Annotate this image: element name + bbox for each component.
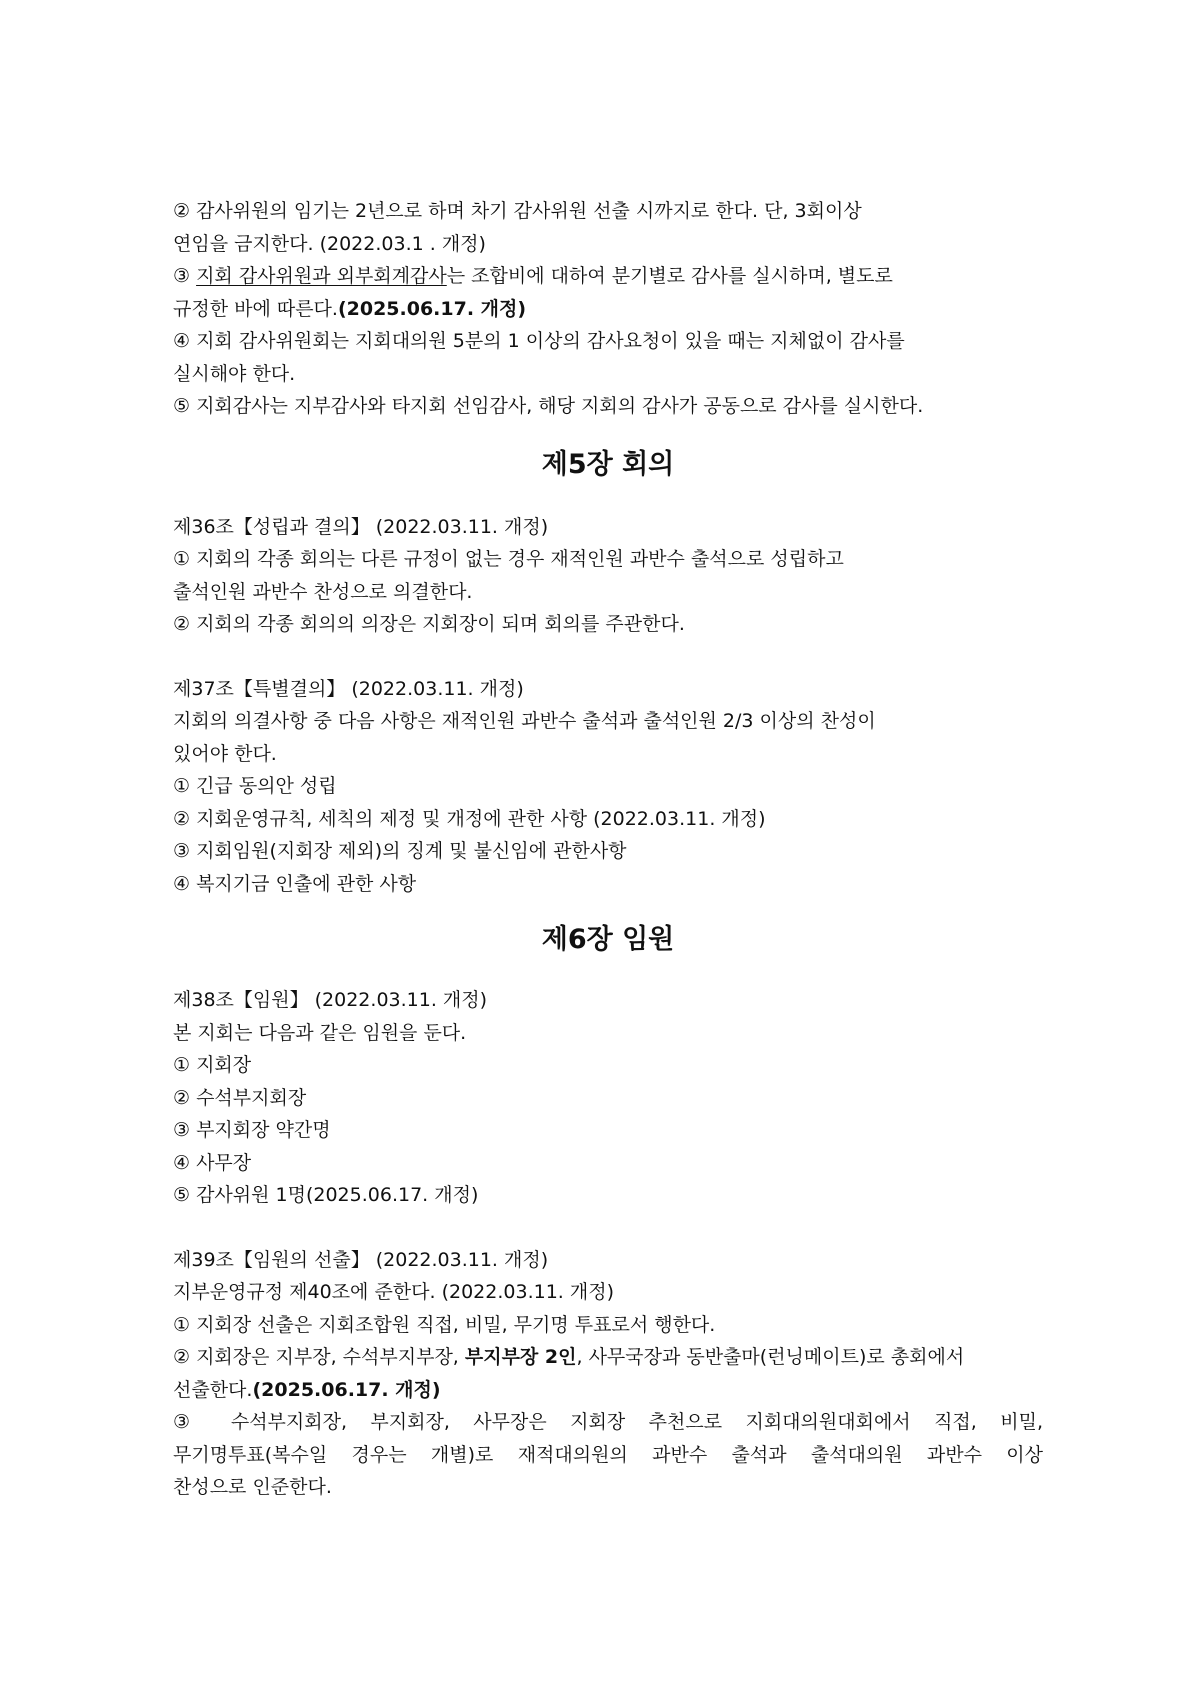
chapter-5-title: 제5장 회의	[541, 448, 675, 480]
article-39-line-6: 무기명투표(복수일 경우는 개별)로 재적대의원의 과반수 출석과 출석대의원 과반수 이상	[173, 1443, 1043, 1466]
article-37-item-3: ③ 지회임원(지회장 제외)의 징계 및 불신임에 관한사항	[173, 840, 627, 862]
intro-line-3-underlined: 지회 감사위원과 외부회계감사	[196, 265, 447, 287]
article-39-line-5: ③ 수석부지회장, 부지회장, 사무장은 지회장 추천으로 지회대의원대회에서 직접, 비밀,	[173, 1411, 1043, 1433]
article-36-line-3: ② 지회의 각종 회의의 의장은 지회장이 되며 회의를 주관한다.	[173, 613, 685, 635]
article-39-line-7: 찬성으로 인준한다.	[173, 1476, 332, 1498]
article-39-line-3-prefix: ② 지회장은 지부장, 수석부지부장,	[173, 1346, 465, 1368]
article-37-item-1: ① 긴급 동의안 성립	[173, 775, 337, 797]
chapter-6-title: 제6장 임원	[541, 924, 675, 955]
paragraph-gap	[173, 1212, 1043, 1244]
intro-line-3-suffix: 는 조합비에 대하여 분기별로 감사를 실시하며, 별도로	[446, 265, 893, 287]
intro-line-1: ② 감사위원의 임기는 2년으로 하며 차기 감사위원 선출 시까지로 한다. 단, 3회이상	[173, 200, 862, 222]
article-39-line-2: ① 지회장 선출은 지회조합원 직접, 비밀, 무기명 투표로서 행한다.	[173, 1313, 716, 1336]
article-38-item-1: ① 지회장	[173, 1054, 252, 1076]
article-37-line-1: 지회의 의결사항 중 다음 사항은 재적인원 과반수 출석과 출석인원 2/3 이상의 찬성이	[173, 710, 876, 732]
intro-line-2: 연임을 금지한다. (2022.03.1 . 개정)	[173, 232, 486, 255]
intro-line-4-bold: (2025.06.17. 개정)	[337, 297, 527, 320]
article-37-item-2: ② 지회운영규칙, 세칙의 제정 및 개정에 관한 사항 (2022.03.11. 개정)	[173, 807, 766, 830]
article-39-line-4-bold: (2025.06.17. 개정)	[252, 1378, 441, 1401]
intro-line-4	[173, 293, 1043, 326]
article-37-heading: 제37조【특별결의】 (2022.03.11. 개정)	[173, 677, 524, 700]
intro-line-4-prefix: 규정한 바에 따른다.	[173, 297, 338, 320]
intro-line-3-prefix: ③	[173, 265, 197, 287]
article-39-line-4	[173, 1374, 1043, 1407]
article-39-line-1: 지부운영규정 제40조에 준한다. (2022.03.11. 개정)	[173, 1281, 614, 1303]
article-38-line-1: 본 지회는 다음과 같은 임원을 둔다.	[173, 1021, 467, 1044]
article-39-heading: 제39조【임원의 선출】 (2022.03.11. 개정)	[173, 1248, 549, 1271]
intro-line-7: ⑤ 지회감사는 지부감사와 타지회 선임감사, 해당 지회의 감사가 공동으로 감사를 실시한다.	[173, 395, 924, 417]
article-37-item-4: ④ 복지기금 인출에 관한 사항	[173, 872, 417, 895]
article-38-item-4: ④ 사무장	[173, 1151, 252, 1174]
article-37-line-2: 있어야 한다.	[173, 742, 277, 765]
intro-line-5: ④ 지회 감사위원회는 지회대의원 5분의 1 이상의 감사요청이 있을 때는 지체없이 감사를	[173, 330, 905, 352]
article-36-line-2: 출석인원 과반수 찬성으로 의결한다.	[173, 580, 473, 603]
article-36-heading: 제36조【성립과 결의】 (2022.03.11. 개정)	[173, 515, 549, 538]
article-38-item-3: ③ 부지회장 약간명	[173, 1119, 331, 1141]
article-38-item-2: ② 수석부지회장	[173, 1086, 307, 1109]
document-content	[173, 195, 1043, 1504]
article-39-line-3-suffix: , 사무국장과 동반출마(런닝메이트)로 총회에서	[576, 1346, 965, 1368]
article-38-heading: 제38조【임원】 (2022.03.11. 개정)	[173, 989, 488, 1011]
paragraph-gap	[173, 641, 1043, 673]
article-39-line-4-prefix: 선출한다.	[173, 1378, 253, 1401]
intro-line-6: 실시해야 한다.	[173, 362, 296, 385]
article-39-line-3-bold: 부지부장 2인	[464, 1346, 577, 1368]
article-39-line-3	[173, 1341, 1043, 1374]
article-36-line-1: ① 지회의 각종 회의는 다른 규정이 없는 경우 재적인원 과반수 출석으로 성립하고	[173, 548, 844, 570]
article-38-item-5: ⑤ 감사위원 1명(2025.06.17. 개정)	[173, 1184, 479, 1206]
intro-line-3	[173, 260, 1043, 293]
